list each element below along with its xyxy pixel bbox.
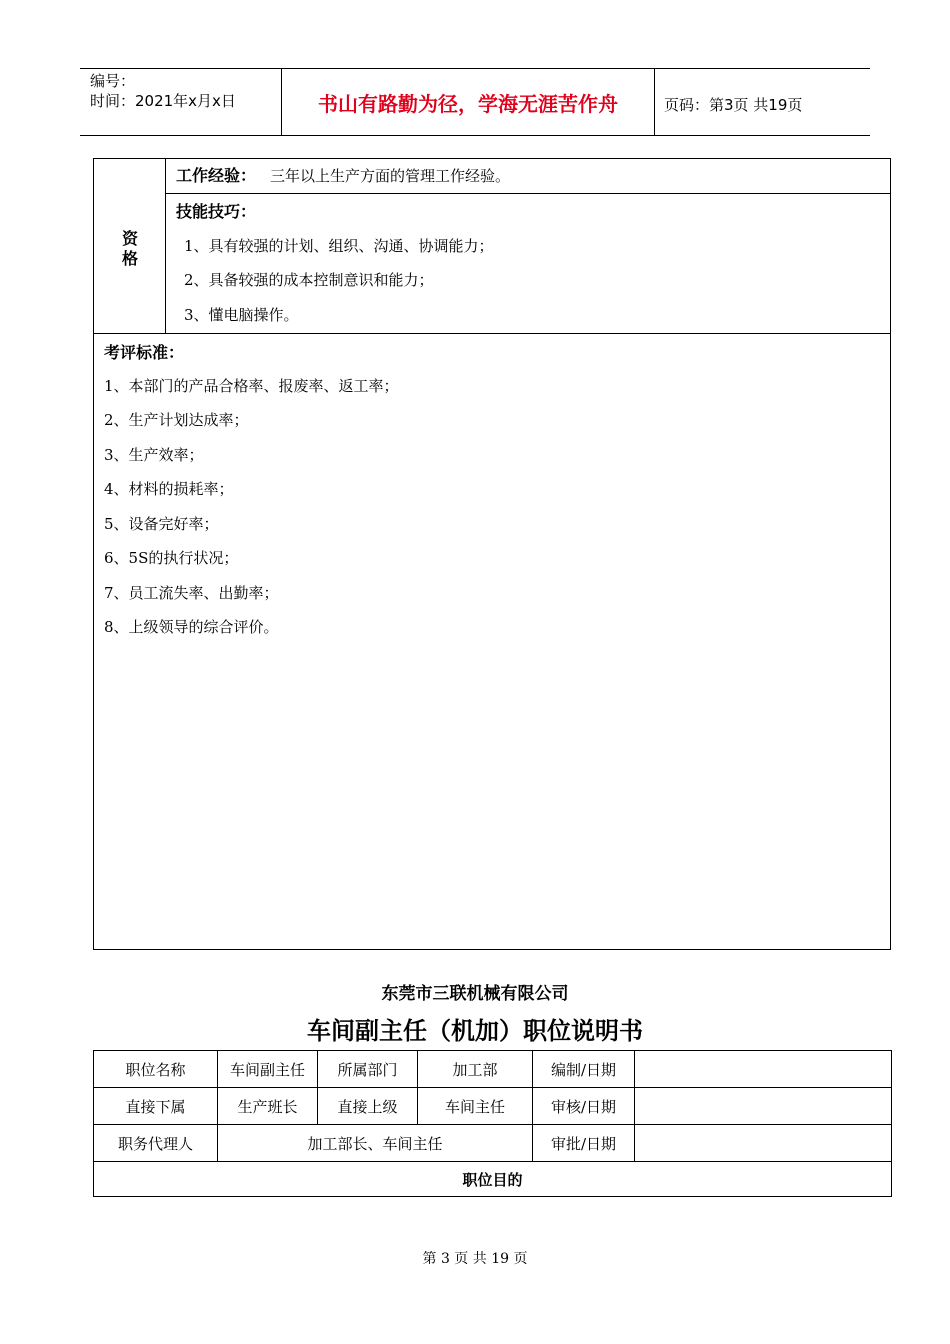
evaluation-item: 6、5S的执行状况； (104, 549, 239, 567)
table-cell: 所属部门 (318, 1051, 418, 1088)
evaluation-item: 4、材料的损耗率； (104, 480, 234, 498)
table-row (94, 1125, 892, 1162)
header-number: 编号： (90, 72, 136, 90)
table-cell: 审批/日期 (533, 1125, 635, 1162)
table-cell: 直接上级 (318, 1088, 418, 1125)
table-cell: 职位名称 (94, 1051, 218, 1088)
company-name: 东莞市三联机械有限公司 (381, 984, 569, 1004)
table-cell: 职务代理人 (94, 1125, 218, 1162)
evaluation-title: 考评标准： (104, 343, 185, 362)
skill-item: 1、具有较强的计划、组织、沟通、协调能力； (184, 237, 494, 255)
header-top-rule (80, 68, 870, 69)
skill-item: 2、具备较强的成本控制意识和能力； (184, 271, 434, 289)
evaluation-item: 7、员工流失率、出勤率； (104, 584, 279, 602)
skills-title: 技能技巧： (176, 202, 257, 221)
position-purpose-heading: 职位目的 (94, 1162, 892, 1197)
header-time: 时间：2021年x月x日 (90, 92, 236, 110)
position-info-table (93, 1050, 892, 1197)
qualification-label-divider (165, 158, 166, 334)
table-row (94, 1051, 892, 1088)
table-row (94, 1088, 892, 1125)
table-cell (635, 1051, 892, 1088)
evaluation-item: 3、生产效率； (104, 446, 204, 464)
evaluation-item: 2、生产计划达成率； (104, 411, 249, 429)
table-cell: 加工部长、车间主任 (218, 1125, 533, 1162)
experience-divider (165, 193, 891, 194)
header-page-info: 页码：第3页 共19页 (664, 96, 803, 114)
skill-item: 3、懂电脑操作。 (184, 306, 299, 324)
table-cell (635, 1088, 892, 1125)
header-motto: 书山有路勤为径，学海无涯苦作舟 (318, 92, 618, 116)
header-bottom-rule (80, 135, 870, 136)
qualification-side-label-bottom: 格 (122, 249, 139, 268)
experience-text: 三年以上生产方面的管理工作经验。 (270, 167, 511, 185)
document-title: 车间副主任（机加）职位说明书 (307, 1017, 643, 1045)
table-cell: 车间副主任 (218, 1051, 318, 1088)
table-row (94, 1162, 892, 1197)
evaluation-item: 8、上级领导的综合评价。 (104, 618, 279, 636)
evaluation-item: 5、设备完好率； (104, 515, 219, 533)
table-cell: 编制/日期 (533, 1051, 635, 1088)
evaluation-item: 1、本部门的产品合格率、报废率、返工率； (104, 377, 399, 395)
table-cell: 直接下属 (94, 1088, 218, 1125)
table-cell: 生产班长 (218, 1088, 318, 1125)
header-divider-left (281, 68, 282, 136)
table-cell: 审核/日期 (533, 1088, 635, 1125)
page-footer: 第 3 页 共 19 页 (422, 1251, 528, 1267)
experience-title: 工作经验： (176, 166, 257, 185)
table-cell (635, 1125, 892, 1162)
qualification-side-label-top: 资 (122, 229, 139, 248)
table-cell: 车间主任 (418, 1088, 533, 1125)
table-cell: 加工部 (418, 1051, 533, 1088)
header-divider-right (654, 68, 655, 136)
